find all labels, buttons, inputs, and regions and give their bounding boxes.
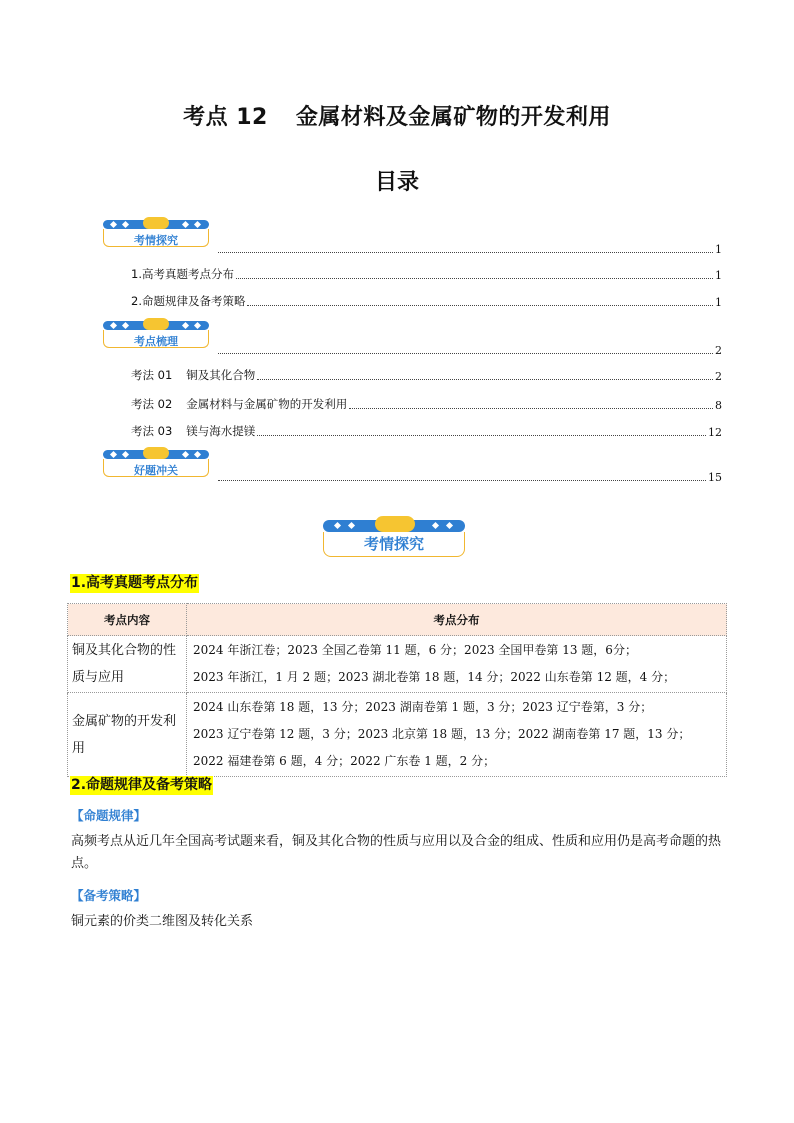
toc-leader	[257, 379, 713, 380]
table-header-cell: 考点内容	[68, 604, 187, 636]
rule-label: 【命题规律】	[71, 808, 147, 823]
badge-label: 考情探究	[134, 234, 178, 247]
toc-item-label: 2.命题规律及备考策略	[131, 294, 246, 308]
badge-label-box	[323, 532, 465, 557]
toc-item-tag: 考法 01	[131, 368, 173, 382]
document-title	[0, 100, 794, 131]
toc-badge-key-points[interactable]	[103, 321, 211, 351]
table-cell-category: 金属矿物的开发利用	[68, 693, 187, 777]
toc-line-badge3[interactable]	[216, 468, 722, 484]
badge-label-box	[103, 229, 209, 247]
toc-badge-exam-analysis[interactable]	[103, 220, 211, 250]
detail-line: 2022 福建卷第 6 题，4 分；2022 广东卷 1 题，2 分；	[193, 754, 496, 768]
table-cell-detail	[187, 636, 727, 693]
toc-badge-practice[interactable]	[103, 450, 211, 480]
badge-label: 好题冲关	[134, 464, 178, 477]
toc-item-tag: 考法 02	[131, 397, 173, 411]
toc-item-method-02[interactable]	[131, 396, 722, 412]
table-cell-detail	[187, 693, 727, 777]
strategy-text: 铜元素的价类二维图及转化关系	[71, 914, 254, 929]
section-heading-distribution: 1.高考真题考点分布	[71, 575, 199, 591]
toc-item-exam-rules[interactable]	[131, 293, 722, 309]
badge-knob	[143, 447, 169, 459]
detail-line: 2023 辽宁卷第 12 题，3 分；2023 北京第 18 题，13 分；2022 湖南卷第 17 题，13 分；	[193, 727, 691, 741]
table-row	[68, 636, 727, 693]
badge-knob	[375, 516, 415, 532]
table-cell-category: 铜及其化合物的性质与应用	[68, 636, 187, 693]
toc-item-label: 1.高考真题考点分布	[131, 267, 234, 281]
toc-page: 1	[715, 296, 722, 309]
table-row	[68, 693, 727, 777]
toc-leader	[218, 480, 706, 481]
toc-item-tag: 考法 03	[131, 424, 173, 438]
toc-leader	[247, 305, 713, 306]
toc-page: 2	[715, 370, 722, 383]
title-text: 金属材料及金属矿物的开发利用	[295, 105, 611, 130]
toc-item-label: 铜及其化合物	[186, 368, 256, 382]
toc-page: 15	[708, 471, 722, 484]
toc-line-badge2[interactable]	[216, 341, 722, 357]
toc-item-method-01[interactable]	[131, 367, 722, 383]
table-header-cell: 考点分布	[187, 604, 727, 636]
detail-line: 2024 山东卷第 18 题，13 分；2023 湖南卷第 1 题，3 分；2023 辽宁卷第，3 分；	[193, 700, 653, 714]
badge-label-box	[103, 330, 209, 348]
badge-label: 考情探究	[363, 535, 424, 553]
section-heading-rules: 2.命题规律及备考策略	[71, 777, 213, 793]
toc-heading: 目录	[374, 170, 419, 195]
detail-line: 2024 年浙江卷；2023 全国乙卷第 11 题，6 分；2023 全国甲卷第 13 题，6分；	[193, 643, 637, 657]
toc-item-label: 镁与海水提镁	[186, 424, 256, 438]
rule-text: 高频考点从近几年全国高考试题来看，铜及其化合物的性质与应用以及合金的组成、性质和应用仍是高考命题的热点。	[71, 834, 722, 871]
detail-line: 2023 年浙江，1 月 2 题；2023 湖北卷第 18 题，14 分；2022 山东卷第 12 题，4 分；	[193, 670, 676, 684]
section-badge-exam-analysis	[323, 520, 469, 560]
title-number: 考点 12	[183, 105, 268, 130]
strategy-label: 【备考策略】	[71, 888, 147, 903]
toc-line-badge1[interactable]	[216, 240, 722, 256]
toc-page: 1	[715, 243, 722, 256]
toc-page: 1	[715, 269, 722, 282]
badge-label: 考点梳理	[134, 335, 178, 348]
toc-item-exam-distribution[interactable]	[131, 266, 722, 282]
toc-item-label: 金属材料与金属矿物的开发利用	[186, 397, 348, 411]
badge-knob	[143, 318, 169, 330]
toc-leader	[236, 278, 713, 279]
badge-label-box	[103, 459, 209, 477]
toc-page: 2	[715, 344, 722, 357]
toc-leader	[218, 252, 713, 253]
toc-leader	[218, 353, 713, 354]
toc-leader	[257, 435, 706, 436]
badge-knob	[143, 217, 169, 229]
toc-leader	[349, 408, 713, 409]
toc-page: 8	[715, 399, 722, 412]
table-header-row	[68, 604, 727, 636]
toc-page: 12	[708, 426, 722, 439]
toc-item-method-03[interactable]	[131, 423, 722, 439]
exam-distribution-table	[67, 603, 727, 777]
